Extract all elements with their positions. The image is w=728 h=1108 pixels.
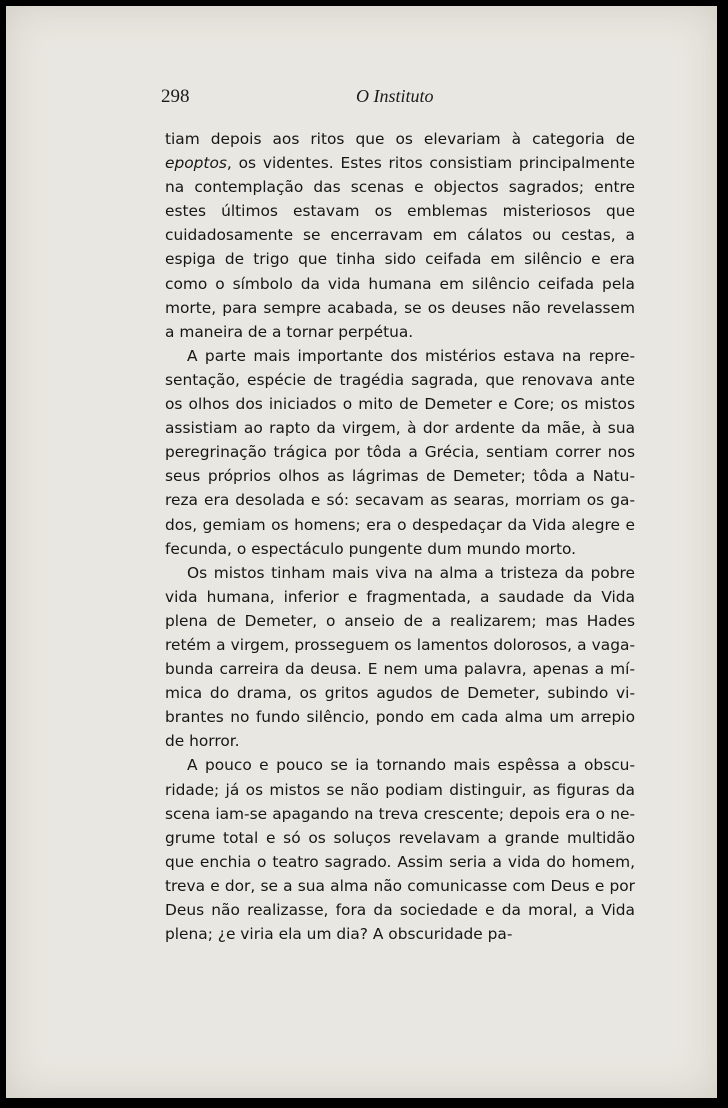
paragraph-4: A pouco e pouco se ia tornando mais espêssa a obscuridade; já os mistos se não podiam distinguir, as figuras da scena iam-se apagando na treva crescente; depois era o negrume total e só os soluços revelavam a grande multidão que enchia o teatro sagrado. Assim seria a vida do homem, treva e dor, se a sua alma não comunicasse com Deus e por Deus não realizasse, fora da sociedade e da moral, a Vida plena; ¿e viria ela um dia? A obscuridade pa-: [165, 756, 635, 944]
paragraph-1-start: tiam depois aos ritos que os elevariam à categoria de: [165, 130, 635, 148]
paragraph-1: [165, 127, 635, 344]
paragraph-2: A parte mais importante dos mistérios estava na representação, espécie de tragédia sagrada, que renovava ante os olhos dos iniciados o mito de Demeter e Core; os mistos assistiam ao rapto da virgem, à dor ardente da mãe, à sua peregrinação trágica por tôda a Grécia, sentiam correr nos seus próprios olhos as lágrimas de Demeter; tôda a Natureza era desolada e só: secavam as searas, morriam os gados, gemiam os homens; era o despedaçar da Vida alegre e fecunda, o espectáculo pungente dum mundo morto.: [165, 346, 635, 558]
page-number: 298: [161, 86, 190, 107]
emphasis-epoptos: epoptos: [165, 154, 227, 173]
body-text: [165, 127, 635, 946]
paragraph-3: Os mistos tinham mais viva na alma a tristeza da pobre vida humana, inferior e fragmentada, a saudade da Vida plena de Demeter, o anseio de a realizarem; mas Hades retém a virgem, prosseguem os lamentos dolorosos, a vagabunda carreira da deusa. E nem uma palavra, apenas a mímica do drama, os gritos agudos de Demeter, subindo vibrantes no fundo silêncio, pondo em cada alma um arrepio de horror.: [165, 563, 635, 751]
book-page: [6, 6, 717, 1098]
paragraph-1-rest: , os videntes. Estes ritos consistiam principalmente na contemplação das scenas e objectos sagrados; entre estes últimos estavam os emblemas misteriosos que cuidadosamente se encerravam em cálatos ou cestas, a espiga de trigo que tinha sido ceifada em silêncio e era como o símbolo da vida humana em silêncio ceifada pela morte, para sempre acabada, se os deuses não revelassem a maneira de a tornar perpétua.: [165, 154, 635, 341]
running-title: O Instituto: [356, 86, 434, 106]
running-head: [161, 86, 631, 110]
